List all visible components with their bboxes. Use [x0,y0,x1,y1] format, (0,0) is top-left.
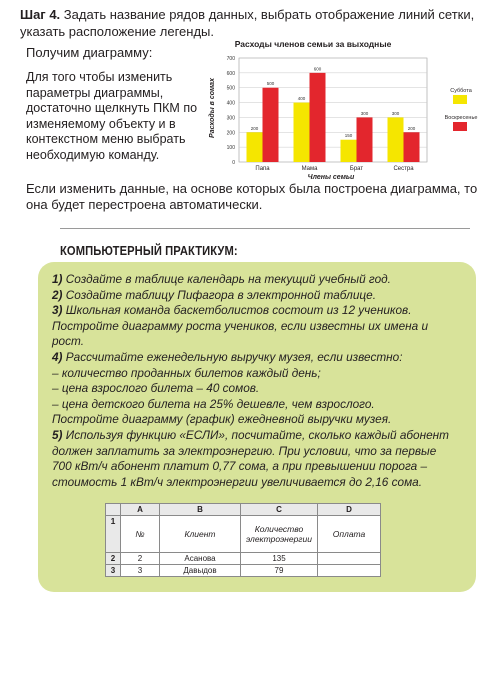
bar-Воскресенье [357,117,373,162]
data-label: 200 [250,125,259,131]
data-label: 150 [344,133,353,139]
data-label: 200 [407,125,416,131]
y-tick-label: 100 [226,145,235,152]
row-number: 3 [106,565,121,577]
table-cell: Давыдов [160,565,241,577]
task-number: 2) [52,287,63,302]
corner-cell [106,504,121,516]
bar-Суббота [341,140,357,162]
step-number: Шаг 4. [20,7,61,22]
task-line [52,334,464,350]
y-axis-label: Расходы в сомах [209,78,216,138]
task-text: – цена взрослого билета – 40 сомов. [52,381,260,396]
divider [60,228,470,229]
get-chart-label: Получим диаграмму: [26,45,153,60]
legend-swatch [453,95,467,104]
x-tick-label: Брат [349,166,364,172]
table-cell [318,553,381,565]
table-row [106,565,381,577]
y-tick-label: 300 [226,115,235,122]
column-header-row [106,504,381,516]
task-text: 700 кВт/ч абонент платит 0,77 сома, а при превышении порога – [52,459,428,474]
task-line [52,366,464,382]
step-heading [20,6,490,40]
task-number: 3) [52,303,63,318]
bar-Суббота [388,117,404,162]
auto-rebuild-note: Если изменить данные, на основе которых была построена диаграмма, то она будет перестроена автоматически. [26,181,478,212]
table-cell [318,565,381,577]
bar-Суббота [294,103,310,162]
legend-label: Суббота [450,88,472,94]
task-line [52,319,464,335]
bar-Воскресенье [310,73,326,162]
task-text: должен заплатить за электроэнергию. При условии, что за первые [52,443,437,458]
chart-title: Расходы членов семьи за выходные [234,39,392,49]
task-line [52,428,464,444]
header-cell: № [121,516,160,553]
y-tick-label: 200 [226,130,235,137]
bar-Воскресенье [263,88,279,162]
row-number: 1 [106,516,121,553]
table-cell: 3 [121,565,160,577]
task-text: – цена детского билета на 25% дешевле, чем взрослого. [52,396,375,411]
task-text: рост. [52,334,84,349]
legend-swatch [453,122,467,131]
header-cell: Клиент [160,516,241,553]
task-line [52,475,464,491]
table-row [106,553,381,565]
x-tick-label: Сестра [393,166,414,172]
data-label: 300 [391,110,400,116]
task-line [52,381,464,397]
table-cell: 79 [241,565,318,577]
row-number: 2 [106,553,121,565]
task-text: стоимость 1 кВт/ч электроэнергии увеличивается до 2,16 сома. [52,474,422,489]
task-text: Создайте в таблице календарь на текущий учебный год. [62,272,391,286]
table-cell: 2 [121,553,160,565]
legend-label: Воскресенье [444,115,478,121]
column-header: D [318,504,381,516]
task-text: Школьная команда баскетболистов состоит из 12 учеников. [62,303,412,318]
header-cell: Оплата [318,516,381,553]
task-number: 1) [52,272,63,286]
task-line [52,412,464,428]
instruction-paragraph: Для того чтобы изменить параметры диаграммы, достаточно щелкнуть ПКМ по изменяемому объекту и в контекстном меню выбрать необходимую команду. [26,70,198,162]
y-tick-label: 600 [226,70,235,77]
y-tick-label: 400 [226,100,235,107]
task-line [52,397,464,413]
y-tick-label: 500 [226,85,235,92]
task-text: Рассчитайте еженедельную выручку музея, если известно: [62,349,403,364]
header-cell: Количество электроэнергии [241,516,318,553]
y-tick-label: 0 [232,160,235,166]
task-number: 4) [52,349,63,364]
spreadsheet-table [105,503,381,577]
task-line [52,459,464,475]
column-header: A [121,504,160,516]
table-row [106,516,381,553]
task-text: Используя функцию «ЕСЛИ», посчитайте, сколько каждый абонент [62,427,449,442]
x-axis-label: Члены семьи [307,174,355,181]
step-text: Задать название рядов данных, выбрать отображение линий сетки, указать расположение легенды. [20,7,475,39]
bar-Суббота [247,132,263,162]
task-text: Создайте таблицу Пифагора в электронной таблице. [62,287,376,302]
task-text: – количество проданных билетов каждый день; [52,365,321,380]
table-cell: 135 [241,553,318,565]
task-line [52,272,464,288]
task-line [52,350,464,366]
task-line [52,288,464,304]
task-number: 5) [52,427,63,442]
x-tick-label: Мама [301,166,318,172]
task-line [52,444,464,460]
data-label: 600 [313,66,322,72]
task-text: Постройте диаграмму (график) ежедневной выручки музея. [52,412,392,427]
data-label: 300 [360,110,369,116]
practicum-heading: КОМПЬЮТЕРНЫЙ ПРАКТИКУМ: [60,243,238,258]
data-label: 400 [297,96,306,102]
task-line [52,303,464,319]
expenses-chart [205,36,495,183]
table-cell: Асанова [160,553,241,565]
y-tick-label: 700 [226,56,235,62]
task-list [52,272,464,490]
task-text: Постройте диаграмму роста учеников, если известны их имена и [52,318,429,333]
x-tick-label: Папа [255,166,270,172]
data-label: 500 [266,81,275,87]
bar-Воскресенье [404,132,420,162]
column-header: C [241,504,318,516]
column-header: B [160,504,241,516]
